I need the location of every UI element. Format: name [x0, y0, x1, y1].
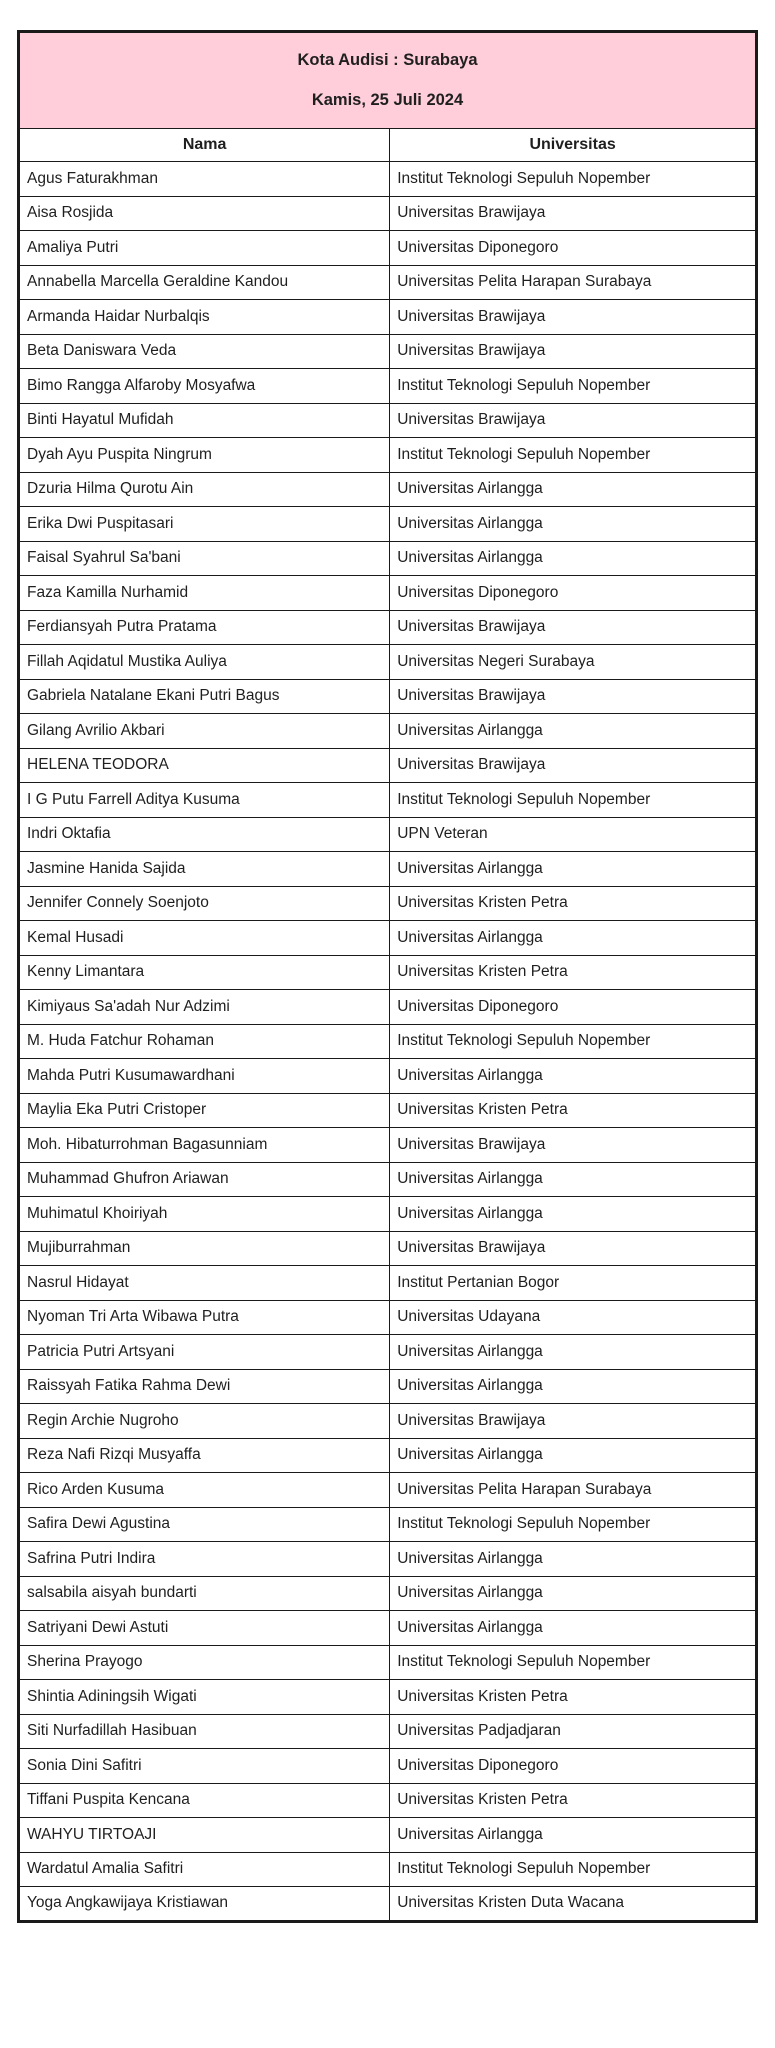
table-row [19, 507, 757, 542]
table-row [19, 1576, 757, 1611]
name-cell: Satriyani Dewi Astuti [19, 1611, 390, 1646]
column-header-row [19, 129, 757, 162]
name-cell: Gabriela Natalane Ekani Putri Bagus [19, 679, 390, 714]
name-cell: Mujiburrahman [19, 1231, 390, 1266]
table-row [19, 403, 757, 438]
name-cell: Jasmine Hanida Sajida [19, 852, 390, 887]
table-row [19, 990, 757, 1025]
table-row [19, 1887, 757, 1922]
table-row [19, 231, 757, 266]
name-cell: Sonia Dini Safitri [19, 1749, 390, 1784]
name-cell: Binti Hayatul Mufidah [19, 403, 390, 438]
name-cell: WAHYU TIRTOAJI [19, 1818, 390, 1853]
name-cell: Rico Arden Kusuma [19, 1473, 390, 1508]
table-row [19, 334, 757, 369]
name-cell: Agus Faturakhman [19, 162, 390, 197]
name-cell: Fillah Aqidatul Mustika Auliya [19, 645, 390, 680]
name-cell: M. Huda Fatchur Rohaman [19, 1024, 390, 1059]
university-cell: Universitas Diponegoro [390, 576, 757, 611]
name-cell: Faisal Syahrul Sa'bani [19, 541, 390, 576]
university-cell: Universitas Brawijaya [390, 610, 757, 645]
university-cell: Universitas Pelita Harapan Surabaya [390, 265, 757, 300]
university-cell: Universitas Airlangga [390, 1369, 757, 1404]
table-row [19, 541, 757, 576]
name-cell: Patricia Putri Artsyani [19, 1335, 390, 1370]
university-cell: Institut Teknologi Sepuluh Nopember [390, 1852, 757, 1887]
name-cell: Tiffani Puspita Kencana [19, 1783, 390, 1818]
table-row [19, 817, 757, 852]
university-cell: Institut Teknologi Sepuluh Nopember [390, 438, 757, 473]
table-row [19, 921, 757, 956]
table-row [19, 1645, 757, 1680]
university-cell: Universitas Diponegoro [390, 990, 757, 1025]
university-cell: Universitas Brawijaya [390, 403, 757, 438]
table-row [19, 1162, 757, 1197]
university-cell: Universitas Brawijaya [390, 679, 757, 714]
name-cell: Indri Oktafia [19, 817, 390, 852]
university-cell: Universitas Airlangga [390, 1162, 757, 1197]
university-cell: Universitas Udayana [390, 1300, 757, 1335]
name-cell: I G Putu Farrell Aditya Kusuma [19, 783, 390, 818]
table-row [19, 852, 757, 887]
university-cell: Universitas Kristen Petra [390, 1093, 757, 1128]
university-cell: Universitas Brawijaya [390, 1404, 757, 1439]
name-cell: Amaliya Putri [19, 231, 390, 266]
university-cell: Universitas Kristen Duta Wacana [390, 1887, 757, 1922]
table-row [19, 196, 757, 231]
university-cell: Universitas Brawijaya [390, 196, 757, 231]
university-cell: Universitas Pelita Harapan Surabaya [390, 1473, 757, 1508]
name-cell: Kenny Limantara [19, 955, 390, 990]
table-row [19, 1507, 757, 1542]
university-cell: Universitas Brawijaya [390, 300, 757, 335]
name-cell: Regin Archie Nugroho [19, 1404, 390, 1439]
table-row [19, 1404, 757, 1439]
university-cell: Institut Teknologi Sepuluh Nopember [390, 1507, 757, 1542]
name-cell: salsabila aisyah bundarti [19, 1576, 390, 1611]
name-cell: Gilang Avrilio Akbari [19, 714, 390, 749]
university-cell: Universitas Airlangga [390, 1611, 757, 1646]
name-cell: Ferdiansyah Putra Pratama [19, 610, 390, 645]
university-cell: Universitas Airlangga [390, 1335, 757, 1370]
university-cell: Universitas Brawijaya [390, 334, 757, 369]
table-row [19, 438, 757, 473]
university-cell: Universitas Kristen Petra [390, 1783, 757, 1818]
table-row [19, 1335, 757, 1370]
university-cell: Universitas Airlangga [390, 1438, 757, 1473]
university-cell: Universitas Kristen Petra [390, 1680, 757, 1715]
university-cell: Universitas Airlangga [390, 1542, 757, 1577]
name-cell: Maylia Eka Putri Cristoper [19, 1093, 390, 1128]
name-cell: Moh. Hibaturrohman Bagasunniam [19, 1128, 390, 1163]
university-cell: Universitas Diponegoro [390, 1749, 757, 1784]
table-row [19, 1231, 757, 1266]
table-row [19, 1714, 757, 1749]
table-row [19, 1059, 757, 1094]
name-cell: Siti Nurfadillah Hasibuan [19, 1714, 390, 1749]
table-row [19, 1749, 757, 1784]
banner-title: Kota Audisi : Surabaya [297, 50, 478, 69]
table-row [19, 1680, 757, 1715]
name-cell: Nasrul Hidayat [19, 1266, 390, 1301]
university-cell: Institut Teknologi Sepuluh Nopember [390, 783, 757, 818]
name-cell: Safrina Putri Indira [19, 1542, 390, 1577]
table-row [19, 1438, 757, 1473]
name-cell: Dyah Ayu Puspita Ningrum [19, 438, 390, 473]
column-header-nama: Nama [19, 129, 390, 162]
name-cell: Bimo Rangga Alfaroby Mosyafwa [19, 369, 390, 404]
university-cell: UPN Veteran [390, 817, 757, 852]
table-row [19, 610, 757, 645]
banner-date: Kamis, 25 Juli 2024 [311, 90, 464, 109]
name-cell: Aisa Rosjida [19, 196, 390, 231]
university-cell: Universitas Airlangga [390, 714, 757, 749]
name-cell: Reza Nafi Rizqi Musyaffa [19, 1438, 390, 1473]
table-row [19, 714, 757, 749]
university-cell: Universitas Airlangga [390, 1818, 757, 1853]
name-cell: Erika Dwi Puspitasari [19, 507, 390, 542]
university-cell: Universitas Airlangga [390, 1576, 757, 1611]
audition-table [17, 30, 758, 1923]
university-cell: Universitas Airlangga [390, 852, 757, 887]
name-cell: Annabella Marcella Geraldine Kandou [19, 265, 390, 300]
university-cell: Universitas Kristen Petra [390, 886, 757, 921]
university-cell: Institut Teknologi Sepuluh Nopember [390, 369, 757, 404]
table-row [19, 1300, 757, 1335]
table-row [19, 1542, 757, 1577]
table-row [19, 679, 757, 714]
name-cell: Beta Daniswara Veda [19, 334, 390, 369]
university-cell: Universitas Kristen Petra [390, 955, 757, 990]
table-row [19, 1852, 757, 1887]
table-row [19, 1611, 757, 1646]
name-cell: Raissyah Fatika Rahma Dewi [19, 1369, 390, 1404]
university-cell: Universitas Negeri Surabaya [390, 645, 757, 680]
table-row [19, 1128, 757, 1163]
university-cell: Universitas Airlangga [390, 541, 757, 576]
table-row [19, 955, 757, 990]
name-cell: Dzuria Hilma Qurotu Ain [19, 472, 390, 507]
name-cell: Armanda Haidar Nurbalqis [19, 300, 390, 335]
name-cell: Shintia Adiningsih Wigati [19, 1680, 390, 1715]
name-cell: Kemal Husadi [19, 921, 390, 956]
name-cell: Safira Dewi Agustina [19, 1507, 390, 1542]
university-cell: Universitas Airlangga [390, 472, 757, 507]
university-cell: Universitas Airlangga [390, 921, 757, 956]
table-body [19, 162, 757, 1922]
name-cell: Mahda Putri Kusumawardhani [19, 1059, 390, 1094]
table-row [19, 645, 757, 680]
name-cell: Yoga Angkawijaya Kristiawan [19, 1887, 390, 1922]
table-row [19, 1266, 757, 1301]
table-row [19, 1818, 757, 1853]
name-cell: HELENA TEODORA [19, 748, 390, 783]
table-header-banner [19, 32, 757, 129]
university-cell: Institut Pertanian Bogor [390, 1266, 757, 1301]
column-header-universitas: Universitas [390, 129, 757, 162]
table-row [19, 1197, 757, 1232]
name-cell: Jennifer Connely Soenjoto [19, 886, 390, 921]
table-row [19, 300, 757, 335]
university-cell: Institut Teknologi Sepuluh Nopember [390, 162, 757, 197]
university-cell: Institut Teknologi Sepuluh Nopember [390, 1645, 757, 1680]
name-cell: Faza Kamilla Nurhamid [19, 576, 390, 611]
university-cell: Institut Teknologi Sepuluh Nopember [390, 1024, 757, 1059]
banner-row [19, 32, 757, 129]
table-row [19, 472, 757, 507]
university-cell: Universitas Airlangga [390, 1197, 757, 1232]
university-cell: Universitas Padjadjaran [390, 1714, 757, 1749]
name-cell: Kimiyaus Sa'adah Nur Adzimi [19, 990, 390, 1025]
university-cell: Universitas Diponegoro [390, 231, 757, 266]
table-row [19, 1783, 757, 1818]
table-row [19, 783, 757, 818]
name-cell: Wardatul Amalia Safitri [19, 1852, 390, 1887]
table-row [19, 886, 757, 921]
name-cell: Muhammad Ghufron Ariawan [19, 1162, 390, 1197]
table-row [19, 1473, 757, 1508]
table-row [19, 1369, 757, 1404]
table-row [19, 748, 757, 783]
name-cell: Muhimatul Khoiriyah [19, 1197, 390, 1232]
university-cell: Universitas Airlangga [390, 1059, 757, 1094]
university-cell: Universitas Brawijaya [390, 1128, 757, 1163]
name-cell: Sherina Prayogo [19, 1645, 390, 1680]
table-row [19, 369, 757, 404]
name-cell: Nyoman Tri Arta Wibawa Putra [19, 1300, 390, 1335]
table-row [19, 1024, 757, 1059]
table-row [19, 1093, 757, 1128]
university-cell: Universitas Airlangga [390, 507, 757, 542]
table-row [19, 162, 757, 197]
university-cell: Universitas Brawijaya [390, 1231, 757, 1266]
university-cell: Universitas Brawijaya [390, 748, 757, 783]
table-row [19, 576, 757, 611]
table-row [19, 265, 757, 300]
